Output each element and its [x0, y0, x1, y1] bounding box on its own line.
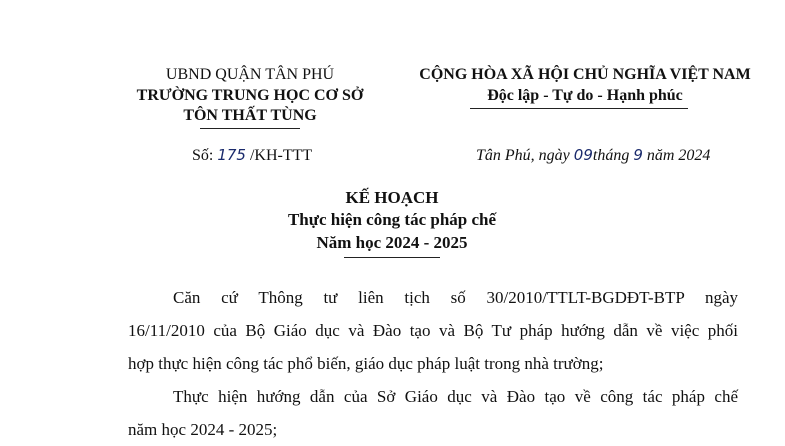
national-title: CỘNG HÒA XÃ HỘI CHỦ NGHĨA VIỆT NAM [419, 66, 751, 83]
doc-number-prefix: Số: [192, 147, 218, 164]
paragraph-line: Thực hiện hướng dẫn của Sở Giáo dục và Đào tạo về công tác pháp chế [173, 387, 738, 406]
date-part3: năm 2024 [642, 147, 711, 164]
document-title: KẾ HOẠCH [345, 188, 439, 207]
document-school-year: Năm học 2024 - 2025 [316, 233, 468, 252]
document-date [476, 146, 710, 165]
date-day-handwritten: 09 [573, 146, 593, 164]
document-number [192, 146, 312, 165]
paragraph-line: năm học 2024 - 2025; [128, 420, 278, 439]
agency-name: UBND QUẬN TÂN PHÚ [165, 66, 335, 83]
paragraph-line: hợp thực hiện công tác phổ biến, giáo dục pháp luật trong nhà trường; [128, 354, 604, 373]
doc-number-suffix: /KH-TTT [245, 147, 313, 164]
doc-number-handwritten: 175 [217, 146, 246, 164]
title-underline [344, 257, 440, 258]
school-name-line2: TÔN THẤT TÙNG [183, 107, 317, 124]
school-name-underline [200, 128, 300, 129]
paragraph-line: Căn cứ Thông tư liên tịch số 30/2010/TTLT-BGDĐT-BTP ngày [173, 288, 738, 307]
school-name-line1: TRƯỜNG TRUNG HỌC CƠ SỞ [136, 87, 364, 104]
date-part1: Tân Phú, ngày [476, 147, 574, 164]
national-motto: Độc lập - Tự do - Hạnh phúc [487, 87, 683, 104]
document-subtitle: Thực hiện công tác pháp chế [287, 210, 497, 229]
national-motto-underline [470, 108, 688, 109]
paragraph-legal-basis [128, 281, 738, 380]
date-month-handwritten: 9 [633, 146, 643, 164]
date-part2: tháng [592, 147, 634, 164]
paragraph-guidance [128, 380, 738, 446]
paragraph-line: 16/11/2010 của Bộ Giáo dục và Đào tạo và Bộ Tư pháp hướng dẫn về việc phối [128, 321, 738, 340]
